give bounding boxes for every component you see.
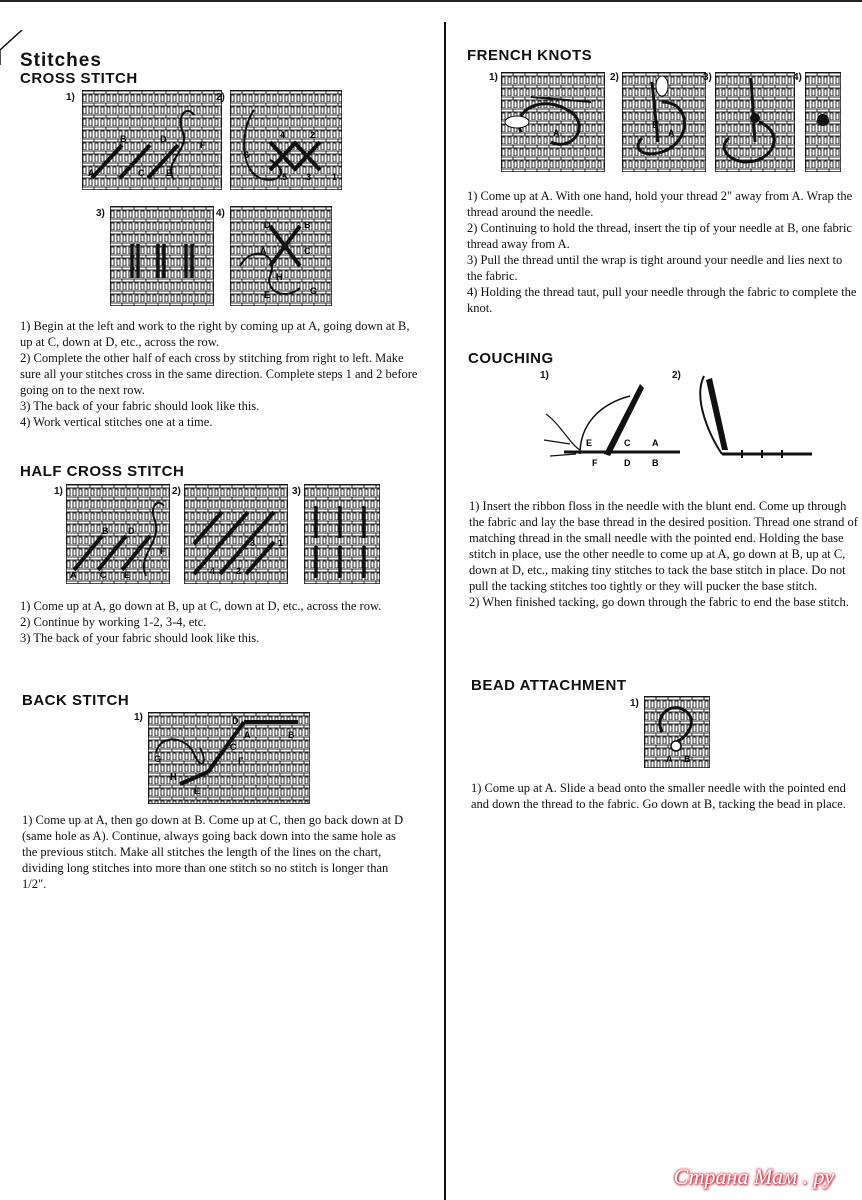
svg-text:4: 4 xyxy=(210,566,216,576)
cross-stitch-step-2-text: 2) Complete the other half of each cross by stitching from right to left. Make sure all your stitches cross in the same direction. Complete steps 1 and 2 before going on to the next row. xyxy=(20,351,418,397)
svg-text:C: C xyxy=(100,570,107,580)
step-label: 4) xyxy=(216,208,225,219)
svg-text:C: C xyxy=(138,168,145,178)
couching-title: COUCHING xyxy=(468,350,554,367)
svg-text:6: 6 xyxy=(244,150,250,160)
svg-text:D: D xyxy=(232,716,239,726)
svg-text:B: B xyxy=(120,134,127,144)
step-label: 1) xyxy=(54,486,63,497)
svg-text:G: G xyxy=(310,286,318,296)
svg-text:C: C xyxy=(624,438,631,448)
svg-text:B: B xyxy=(102,526,109,536)
step-label: 1) xyxy=(66,92,75,103)
half-cross-stitch-title: HALF CROSS STITCH xyxy=(20,463,185,480)
half-cross-step-3-text: 3) The back of your fabric should look like this. xyxy=(20,631,260,645)
back-stitch-title: BACK STITCH xyxy=(22,692,130,709)
svg-text:E: E xyxy=(586,438,593,448)
step-label: 1) xyxy=(630,698,639,709)
svg-text:B: B xyxy=(684,754,691,764)
column-divider xyxy=(444,22,446,1200)
svg-text:B: B xyxy=(652,120,659,130)
svg-text:1: 1 xyxy=(332,172,338,182)
svg-text:G: G xyxy=(154,754,162,764)
step-label: 2) xyxy=(610,72,619,83)
svg-text:B: B xyxy=(288,730,295,740)
step-label: 3) xyxy=(96,208,105,219)
french-knots-step-4-text: 4) Holding the thread taut, pull your needle through the fabric to complete the knot. xyxy=(467,285,857,315)
svg-text:H: H xyxy=(276,272,283,282)
french-knots-step-3-text: 3) Pull the thread until the wrap is tight around your needle and lies next to the fabric. xyxy=(467,253,843,283)
svg-text:F: F xyxy=(160,546,166,556)
svg-text:1: 1 xyxy=(278,538,284,548)
svg-text:A: A xyxy=(553,128,560,138)
svg-text:A: A xyxy=(668,128,675,138)
svg-text:A: A xyxy=(666,754,673,764)
watermark: Страна Мам . ру xyxy=(673,1164,834,1189)
svg-text:E: E xyxy=(194,786,201,796)
svg-text:A: A xyxy=(260,246,267,256)
half-cross-step-1-text: 1) Come up at A, go down at B, up at C, down at D, etc., across the row. xyxy=(20,599,382,613)
svg-text:F: F xyxy=(592,458,598,468)
half-cross-step-2-text: 2) Continue by working 1-2, 3-4, etc. xyxy=(20,615,207,629)
cross-stitch-step-4-text: 4) Work vertical stitches one at a time. xyxy=(20,415,213,429)
svg-text:2: 2 xyxy=(310,130,316,140)
svg-text:A: A xyxy=(244,730,251,740)
top-rule xyxy=(0,0,862,2)
bead-attachment-title: BEAD ATTACHMENT xyxy=(471,677,627,694)
french-knots-step-2-text: 2) Continuing to hold the thread, insert the tip of your needle at B, one fabric thread away from A. xyxy=(467,221,852,251)
step-label: 1) xyxy=(540,370,549,381)
page-title: Stitches xyxy=(20,50,102,71)
svg-text:E: E xyxy=(166,168,173,178)
svg-text:A: A xyxy=(652,438,659,448)
svg-text:B: B xyxy=(652,458,659,468)
svg-text:D: D xyxy=(264,220,271,230)
step-label: 2) xyxy=(672,370,681,381)
svg-text:H: H xyxy=(170,772,177,782)
svg-text:B: B xyxy=(304,220,311,230)
svg-text:F: F xyxy=(200,140,206,150)
couching-step-1-text: 1) Insert the ribbon floss in the needle with the blunt end. Come up through the fabric and lay the base thread in the desired position. Thread one strand of matching thread in the small needle with the pointed end. Holding the base stitch in place, use the other needle to come up at A, go down at B, up at C, down at D, etc., making tiny stitches to tack the base stitch in place. Do not pull the tacking stitches too tightly or they will pucker the base stitch. xyxy=(469,499,858,593)
step-label: 3) xyxy=(292,486,301,497)
svg-text:D: D xyxy=(624,458,631,468)
step-label: 3) xyxy=(703,72,712,83)
svg-text:C: C xyxy=(304,246,311,256)
svg-text:3: 3 xyxy=(306,172,312,182)
svg-text:5: 5 xyxy=(282,172,288,182)
svg-text:C: C xyxy=(230,742,237,752)
cross-stitch-step-3-text: 3) The back of your fabric should look like this. xyxy=(20,399,260,413)
step-label: 2) xyxy=(172,486,181,497)
svg-text:D: D xyxy=(160,134,167,144)
back-stitch-step-1-text: 1) Come up at A, then go down at B. Come up at C, then go back down at D (same hole as A). Continue, always going back down into the same hole as the previous stitch. Make all stitches the length of the lines on the chart, dividing long stitches into more than one stitch so no stitch is longer than 1/2". xyxy=(22,813,404,891)
step-label: 2) xyxy=(216,92,225,103)
svg-text:E: E xyxy=(124,570,131,580)
svg-text:F: F xyxy=(238,756,244,766)
cross-stitch-step-1-text: 1) Begin at the left and work to the right by coming up at A, going down at B, up at C, down at D, etc., across the row. xyxy=(20,319,410,349)
svg-text:A: A xyxy=(88,168,95,178)
svg-text:E: E xyxy=(264,290,271,300)
step-label: 1) xyxy=(134,712,143,723)
svg-text:A: A xyxy=(70,570,77,580)
step-label: 1) xyxy=(489,72,498,83)
svg-text:D: D xyxy=(128,526,135,536)
french-knots-step-1-text: 1) Come up at A. With one hand, hold your thread 2" away from A. Wrap the thread around the needle. xyxy=(467,189,853,219)
svg-text:4: 4 xyxy=(280,130,286,140)
svg-text:2: 2 xyxy=(236,566,242,576)
french-knots-title: FRENCH KNOTS xyxy=(467,47,593,64)
bead-attachment-step-1-text: 1) Come up at A. Slide a bead onto the smaller needle with the pointed end and down the thread to the fabric. Go down at B, tacking the bead in place. xyxy=(471,781,846,811)
step-label: 4) xyxy=(793,72,802,83)
cross-stitch-title: CROSS STITCH xyxy=(20,70,138,87)
couching-step-2-text: 2) When finished tacking, go down through the fabric to end the base stitch. xyxy=(469,595,849,609)
svg-text:3: 3 xyxy=(250,538,256,548)
